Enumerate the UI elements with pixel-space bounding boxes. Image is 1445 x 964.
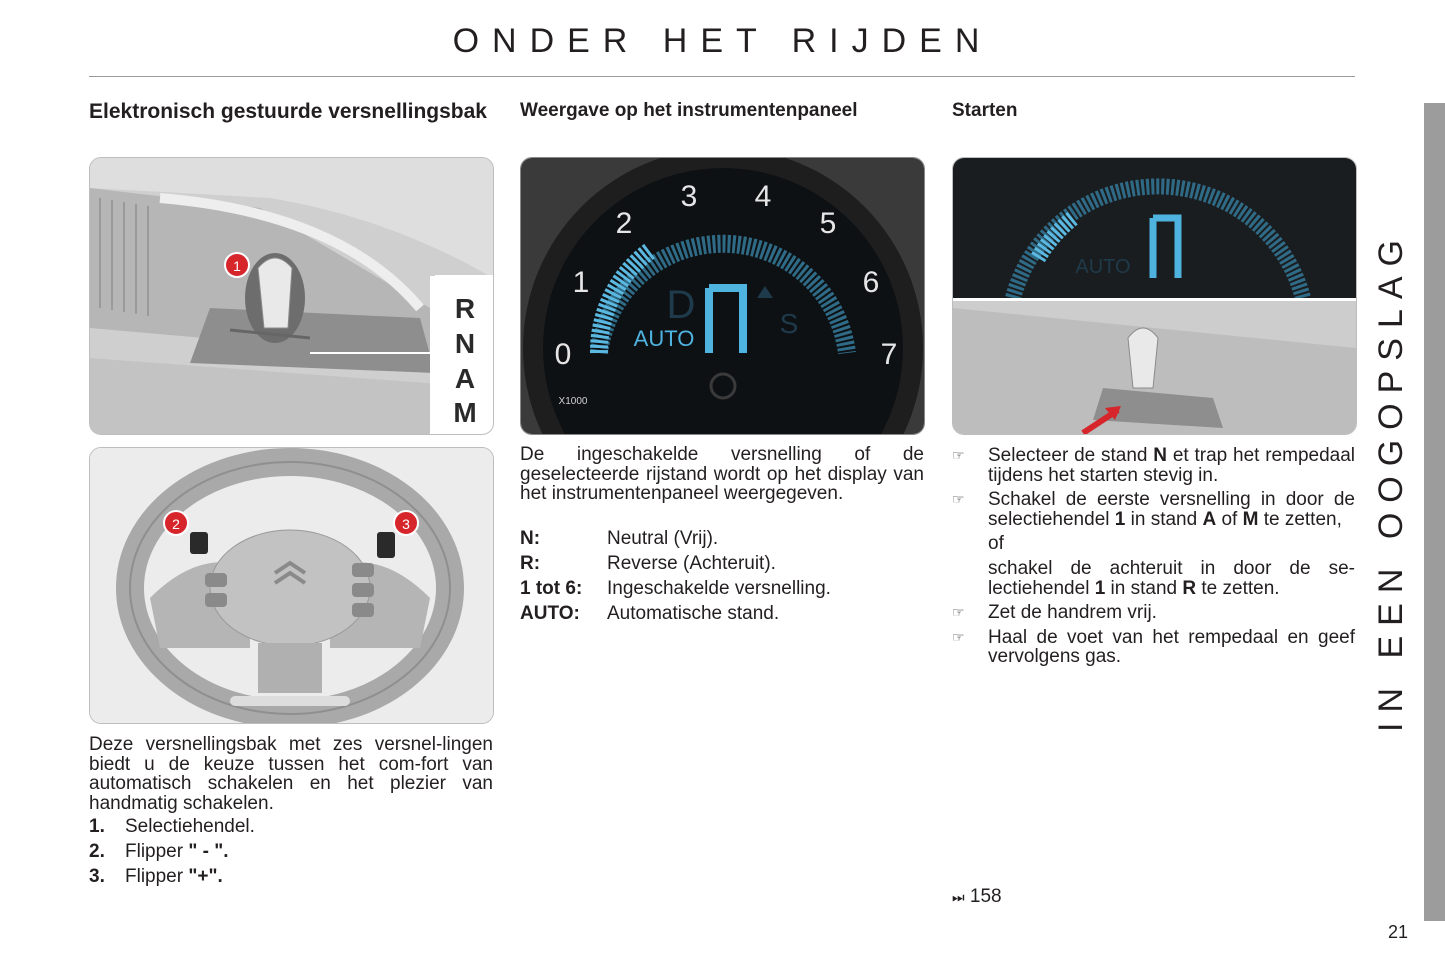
gear-definitions <box>520 526 924 626</box>
start-gauge-mode: AUTO <box>1075 256 1131 278</box>
gauge-number-3: 3 <box>680 180 698 213</box>
definition-row <box>520 551 924 576</box>
page-reference-link[interactable] <box>952 886 1002 908</box>
definition-value: Automatische stand. <box>607 603 780 624</box>
text: schakel de achteruit in door de se-lectiehendel <box>988 557 1355 599</box>
marker-3-label: 3 <box>402 516 410 532</box>
definition-value: Ingeschakelde versnelling. <box>607 578 831 599</box>
marker-1-label: 1 <box>233 258 241 274</box>
definition-row <box>520 526 924 551</box>
step-or <box>952 534 1355 554</box>
definition-value: Neutral (Vrij). <box>607 528 719 549</box>
step-engage-gear <box>952 490 1355 529</box>
gauge-letter-d: D <box>666 283 696 327</box>
skip-forward-icon: ⏭ <box>952 889 965 905</box>
instrument-panel-image <box>520 157 925 435</box>
step-reverse <box>952 559 1355 598</box>
text: Schakel de eerste versnelling in door de selectiehendel <box>988 489 1355 530</box>
text-bold: A <box>1202 508 1217 530</box>
gauge-multiplier: X1000 <box>558 396 588 407</box>
gauge-number-1: 1 <box>572 266 590 299</box>
page-number: 21 <box>1388 922 1409 942</box>
gearbox-legend-list <box>89 817 493 887</box>
definition-row <box>520 576 924 601</box>
side-tab-bar <box>1424 103 1445 921</box>
starting-steps <box>952 446 1355 667</box>
gearbox-description: Deze versnellingsbak met zes versnel-lingen biedt u de keuze tussen het com-fort van automatisch schakelen en het plezier van handmatig schakelen. <box>89 734 493 814</box>
text-bold: R <box>1182 577 1197 599</box>
gear-label-a: A <box>454 363 476 394</box>
gear-selector-image <box>89 157 494 435</box>
marker-2-label: 2 <box>172 516 180 532</box>
list-item-number: 1. <box>89 816 105 837</box>
definition-key: R: <box>520 553 541 574</box>
pointing-hand-icon: ☞ <box>952 447 965 463</box>
text-bold: 1 <box>1114 508 1126 530</box>
list-item <box>89 817 493 837</box>
list-item-number: 3. <box>89 866 105 887</box>
list-item-text: Flipper <box>125 841 189 862</box>
gauge-letter-s: S <box>779 308 799 339</box>
pointing-hand-icon: ☞ <box>952 628 965 645</box>
section-heading-display: Weergave op het instrumentenpaneel <box>520 100 858 121</box>
text: Haal de voet van het rempedaal en geef vervolgens gas. <box>988 626 1355 668</box>
title-divider <box>89 76 1355 77</box>
gauge-number-2: 2 <box>615 207 633 240</box>
step-release-handbrake <box>952 603 1355 623</box>
gear-label-m: M <box>453 397 477 428</box>
gauge-mode-label: AUTO <box>633 326 695 351</box>
text: te zetten. <box>1196 577 1280 599</box>
side-tab-label <box>1372 230 1424 790</box>
definition-key: 1 tot 6: <box>520 578 583 599</box>
display-description: De ingeschakelde versnelling of de geselecteerde rijstand wordt op het display van het instrumentenpaneel weergegeven. <box>520 444 924 505</box>
side-tab-text: IN EEN OOGOPSLAG <box>1372 230 1410 732</box>
list-item-text: Flipper <box>125 866 189 887</box>
gear-label-r: R <box>454 293 476 324</box>
list-item-bold: " - ". <box>188 841 229 862</box>
gauge-number-5: 5 <box>819 207 837 240</box>
gauge-number-4: 4 <box>754 180 772 213</box>
text: Zet de handrem vrij. <box>988 602 1157 624</box>
text: et trap het rempedaal tijdens het starten stevig in. <box>988 445 1356 486</box>
text: of <box>1216 508 1243 530</box>
text: te zetten, <box>1258 508 1342 530</box>
list-item-bold: "+". <box>188 866 223 887</box>
definition-row <box>520 601 924 626</box>
section-heading-starting: Starten <box>952 100 1018 121</box>
pointing-hand-icon: ☞ <box>952 491 965 508</box>
text-bold: 1 <box>1094 577 1106 599</box>
list-item <box>89 842 493 862</box>
gear-label-n: N <box>454 328 476 359</box>
text-bold: N <box>1153 445 1168 466</box>
step-select-neutral <box>952 446 1355 485</box>
definition-value: Reverse (Achteruit). <box>607 553 776 574</box>
text: of <box>988 533 1004 555</box>
list-item <box>89 867 493 887</box>
text-bold: M <box>1242 508 1259 530</box>
starting-image <box>952 157 1357 435</box>
page-title: ONDER HET RIJDEN <box>452 22 993 60</box>
definition-key: N: <box>520 528 541 549</box>
list-item-text: Selectiehendel. <box>125 816 255 837</box>
gauge-number-0: 0 <box>554 338 572 371</box>
text: in stand <box>1105 577 1183 599</box>
definition-key: AUTO: <box>520 603 580 624</box>
gauge-number-7: 7 <box>880 338 898 371</box>
text: Selecteer de stand <box>988 445 1154 466</box>
list-item-number: 2. <box>89 841 105 862</box>
reference-page-number: 158 <box>969 886 1002 907</box>
section-heading-gearbox: Elektronisch gestuurde versnellingsbak <box>89 100 487 123</box>
text: in stand <box>1125 508 1203 530</box>
step-accelerate <box>952 628 1355 667</box>
gauge-number-6: 6 <box>862 266 880 299</box>
steering-wheel-image <box>89 447 494 724</box>
pointing-hand-icon: ☞ <box>952 604 965 621</box>
